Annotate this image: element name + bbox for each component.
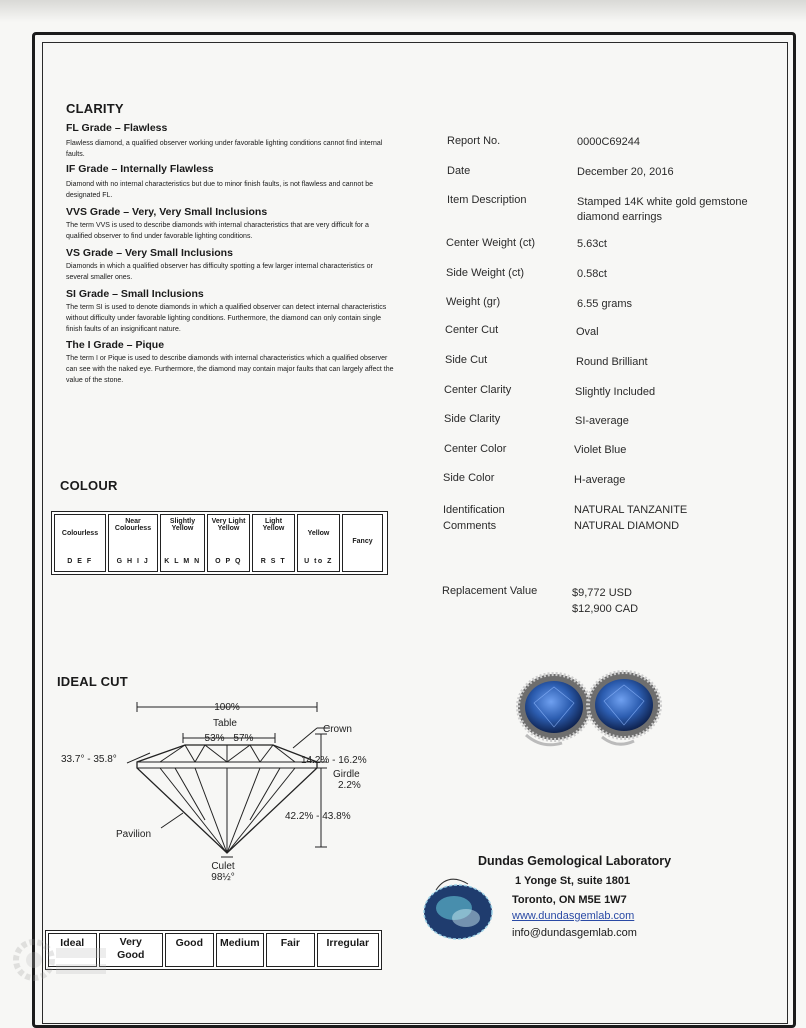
- colour-grades: D E F: [67, 558, 93, 565]
- side-color-label: Side Color: [443, 472, 495, 484]
- clarity-heading: CLARITY: [66, 101, 124, 116]
- center-color-label: Center Color: [444, 443, 507, 455]
- cut-grade-irregular: Irregular: [317, 933, 379, 967]
- cut-grade-fair: Fair: [266, 933, 315, 967]
- pavilion-label: Pavilion: [116, 829, 152, 840]
- clarity-grade-fl: [66, 122, 396, 163]
- report-no-label: Report No.: [447, 135, 501, 147]
- auction-watermark-logo: [12, 930, 112, 990]
- identification-value-2: NATURAL DIAMOND: [574, 520, 680, 532]
- crown-label: Crown: [323, 724, 352, 735]
- replacement-value-label: Replacement Value: [442, 585, 538, 597]
- colour-label: Light Yellow: [262, 518, 285, 532]
- side-clarity-label: Side Clarity: [444, 413, 501, 425]
- pavilion-depth-label: 42.2% - 43.8%: [285, 811, 351, 822]
- grade-title: SI Grade – Small Inclusions: [66, 288, 204, 300]
- cut-grade-ideal: Ideal: [48, 933, 97, 967]
- grade-title: VS Grade – Very Small Inclusions: [66, 247, 233, 259]
- side-weight-label: Side Weight (ct): [446, 267, 525, 279]
- item-description-label: Item Description: [447, 194, 527, 206]
- crown-angle-label: 33.7° - 35.8°: [61, 754, 117, 765]
- center-cut-label: Center Cut: [445, 324, 499, 336]
- clarity-grade-if: [66, 163, 396, 206]
- cut-grade-good: Good: [165, 933, 214, 967]
- clarity-grade-vs: [66, 247, 396, 288]
- grade-title: VVS Grade – Very, Very Small Inclusions: [66, 206, 268, 218]
- grade-description: The term I or Pique is used to describe diamonds with internal characteristics which a qualified observer can see with the naked eye. Furthermore, the diamond may contain major faults that can largely affect the value of the stone.: [66, 355, 394, 384]
- table-label: Table: [213, 718, 237, 729]
- right-earring: [588, 672, 660, 744]
- grade-title: The I Grade – Pique: [66, 339, 165, 351]
- grade-description: Diamonds in which a qualified observer has difficulty spotting a few larger internal characteristics or several smaller ones.: [66, 263, 373, 281]
- colour-cell-colourless: [54, 514, 106, 572]
- side-cut-value: Round Brilliant: [576, 356, 648, 368]
- grade-description: Diamond with no internal characteristics but due to minor finish faults, is not flawless and cannot be designated FL.: [66, 181, 373, 199]
- grade-description: The term SI is used to denote diamonds in which a qualified observer can detect internal characteristics without difficulty under favorable lighting conditions. Furthermore, the diamond can only contain single finish faults of an insignificant nature.: [66, 304, 387, 333]
- report-no-value: 0000C69244: [577, 136, 641, 148]
- ideal-cut-heading: IDEAL CUT: [57, 674, 128, 689]
- side-clarity-value: SI-average: [575, 415, 629, 427]
- replacement-cad-value: $12,900 CAD: [572, 603, 639, 615]
- center-clarity-label: Center Clarity: [444, 384, 512, 396]
- replacement-usd-value: $9,772 USD: [572, 587, 632, 599]
- table-range-label: 53% - 57%: [204, 733, 254, 744]
- earrings-photo: [512, 665, 672, 755]
- girdle-value: 2.2%: [338, 780, 361, 791]
- date-label: Date: [447, 165, 471, 177]
- clarity-grade-i: [66, 339, 396, 386]
- colour-label: Yellow: [307, 530, 330, 537]
- side-color-value: H-average: [574, 474, 626, 486]
- colour-cell-very-light-yellow: [207, 514, 250, 572]
- cut-grade-medium: Medium: [216, 933, 265, 967]
- colour-label: Near Colourless: [114, 518, 152, 532]
- paper-edge-shadow: [0, 0, 806, 22]
- total-width-label: 100%: [214, 702, 240, 713]
- colour-cell-yellow: [297, 514, 340, 572]
- item-description-value: Stamped 14K white gold gemstone diamond earrings: [577, 196, 748, 223]
- side-cut-label: Side Cut: [445, 354, 488, 366]
- center-cut-value: Oval: [576, 326, 599, 338]
- center-color-value: Violet Blue: [574, 444, 627, 456]
- hologram-seal: [418, 870, 498, 942]
- identification-value-1: NATURAL TANZANITE: [574, 504, 688, 516]
- crown-height-label: 14.2% - 16.2%: [301, 755, 367, 766]
- colour-label: Colourless: [61, 530, 99, 537]
- colour-cell-light-yellow: [252, 514, 295, 572]
- left-earring: [518, 674, 590, 745]
- lab-website-link[interactable]: www.dundasgemlab.com: [512, 910, 635, 922]
- cut-grade-very-good: Very Good: [99, 933, 164, 967]
- weight-value: 6.55 grams: [577, 298, 633, 310]
- colour-scale-table: [51, 511, 388, 575]
- colour-grades: K L M N: [164, 558, 201, 565]
- colour-cell-fancy: [342, 514, 383, 572]
- colour-grades: O P Q: [215, 558, 242, 565]
- girdle-label: Girdle: [333, 769, 360, 780]
- colour-grades: G H I J: [116, 558, 150, 565]
- colour-label: Fancy: [352, 538, 373, 545]
- center-weight-label: Center Weight (ct): [446, 237, 536, 249]
- clarity-grade-list: [66, 122, 396, 386]
- colour-grades: U to Z: [304, 558, 333, 565]
- lab-name: Dundas Gemological Laboratory: [478, 854, 672, 868]
- lab-address-line-2: Toronto, ON M5E 1W7: [512, 894, 627, 906]
- weight-label: Weight (gr): [446, 296, 501, 308]
- grade-title: FL Grade – Flawless: [66, 122, 168, 134]
- culet-value: 98½°: [211, 872, 235, 883]
- center-clarity-value: Slightly Included: [575, 386, 656, 398]
- colour-cell-slightly-yellow: [160, 514, 205, 572]
- side-weight-value: 0.58ct: [577, 268, 607, 280]
- date-value: December 20, 2016: [577, 166, 674, 178]
- identification-comments-label: Identification Comments: [443, 504, 505, 532]
- culet-label: Culet: [211, 861, 235, 872]
- grade-description: Flawless diamond, a qualified observer working under favorable lighting conditions cannot find internal faults.: [66, 140, 383, 158]
- clarity-grade-si: [66, 288, 396, 339]
- grade-title: IF Grade – Internally Flawless: [66, 163, 214, 175]
- diamond-proportions-diagram: [55, 695, 395, 895]
- lab-address-line-1: 1 Yonge St, suite 1801: [515, 875, 631, 887]
- colour-label: Slightly Yellow: [169, 518, 196, 532]
- center-weight-value: 5.63ct: [577, 238, 607, 250]
- colour-grades: R S T: [260, 558, 287, 565]
- colour-label: Very Light Yellow: [211, 518, 246, 532]
- colour-cell-near-colourless: [108, 514, 158, 572]
- clarity-grade-vvs: [66, 206, 396, 247]
- lab-email[interactable]: info@dundasgemlab.com: [512, 927, 637, 939]
- grade-description: The term VVS is used to describe diamonds with internal characteristics that are very difficult for a qualified observer to find under favorable lighting conditions.: [66, 222, 369, 240]
- colour-heading: COLOUR: [60, 478, 118, 493]
